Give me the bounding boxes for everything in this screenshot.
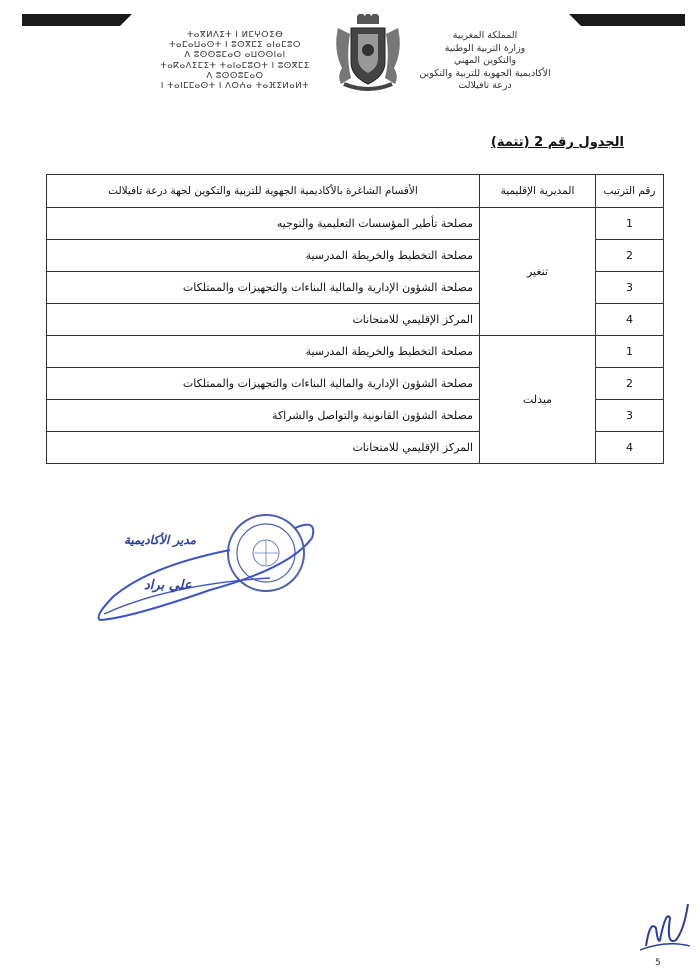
header-bar-left: [22, 14, 120, 26]
vacancies-table: [46, 174, 664, 464]
table-row: [47, 208, 664, 240]
moroccan-coat-of-arms-icon: [332, 14, 404, 92]
row-number: 2: [596, 240, 664, 272]
official-stamp-icon: [90, 508, 320, 628]
tifinagh-line: ⴷ ⵓⵙⵙⵓⵎⴰⵔ ⴰⵡⵙⵙⵏⴰⵏ: [184, 50, 286, 61]
row-number: 3: [596, 272, 664, 304]
row-number: 1: [596, 336, 664, 368]
header-num: رقم الترتيب: [596, 175, 664, 208]
tifinagh-line: ⵏ ⵜⴰⵏⵎⵎⴰⵙⵜ ⵏ ⴷⵔⵄⴰ ⵜⴰⴼⵉⵍⴰⵍⵜ: [160, 81, 310, 92]
header-departments: الأقسام الشاغرة بالأكاديمية الجهوية للتربية والتكوين لجهة درعة تافيلالت: [47, 175, 480, 208]
arabic-line: والتكوين المهني: [453, 55, 517, 67]
table-caption: الجدول رقم 2 (تتمة): [490, 135, 624, 150]
header-bar-right: [581, 14, 685, 26]
department-cell: مصلحة الشؤون الإدارية والمالية البناءات والتجهيزات والممتلكات: [47, 368, 480, 400]
department-cell: المركز الإقليمي للامتحانات: [47, 432, 480, 464]
row-number: 2: [596, 368, 664, 400]
row-number: 4: [596, 304, 664, 336]
tifinagh-line: ⴷ ⵓⵙⵙⵓⵎⴰⵔ: [206, 70, 264, 81]
department-cell: مصلحة التخطيط والخريطة المدرسية: [47, 240, 480, 272]
row-number: 1: [596, 208, 664, 240]
tifinagh-line: ⵜⴰⴽⴰⴷⵉⵎⵉⵜ ⵜⴰⵏⴰⵎⵓⵔⵜ ⵏ ⵓⵙⴳⵎⵉ: [160, 60, 310, 71]
tifinagh-line: ⵜⴰⵎⴰⵡⴰⵙⵜ ⵏ ⵓⵙⴳⵎⵉ ⴰⵏⴰⵎⵓⵔ: [169, 40, 301, 51]
signature-title: مدير الأكاديمية: [124, 533, 197, 547]
row-number: 4: [596, 432, 664, 464]
directorate-cell: تنغير: [480, 208, 596, 336]
tifinagh-line: ⵜⴰⴳⵍⴷⵉⵜ ⵏ ⵍⵎⵖⵔⵉⴱ: [186, 30, 284, 40]
department-cell: مصلحة تأطير المؤسسات التعليمية والتوجيه: [47, 208, 480, 240]
arabic-line: الأكاديمية الجهوية للتربية والتكوين: [419, 67, 551, 79]
directorate-cell: ميدلت: [480, 336, 596, 464]
department-cell: مصلحة التخطيط والخريطة المدرسية: [47, 336, 480, 368]
arabic-line: وزارة التربية الوطنية: [444, 42, 526, 54]
table-header-row: [47, 175, 664, 208]
department-cell: المركز الإقليمي للامتحانات: [47, 304, 480, 336]
tifinagh-header: [150, 30, 320, 91]
row-number: 3: [596, 400, 664, 432]
department-cell: مصلحة الشؤون الإدارية والمالية البناءات والتجهيزات والممتلكات: [47, 272, 480, 304]
arabic-line: درعة تافيلالت: [458, 80, 512, 92]
arabic-line: المملكة المغربية: [452, 30, 518, 41]
arabic-header: [400, 30, 570, 93]
header-directorate: المديرية الإقليمية: [480, 175, 596, 208]
handwritten-initials-icon: [636, 900, 694, 962]
page-number: 5: [655, 958, 661, 968]
signature-name: علي براد: [144, 578, 192, 593]
table-row: [47, 336, 664, 368]
department-cell: مصلحة الشؤون القانونية والتواصل والشراكة: [47, 400, 480, 432]
